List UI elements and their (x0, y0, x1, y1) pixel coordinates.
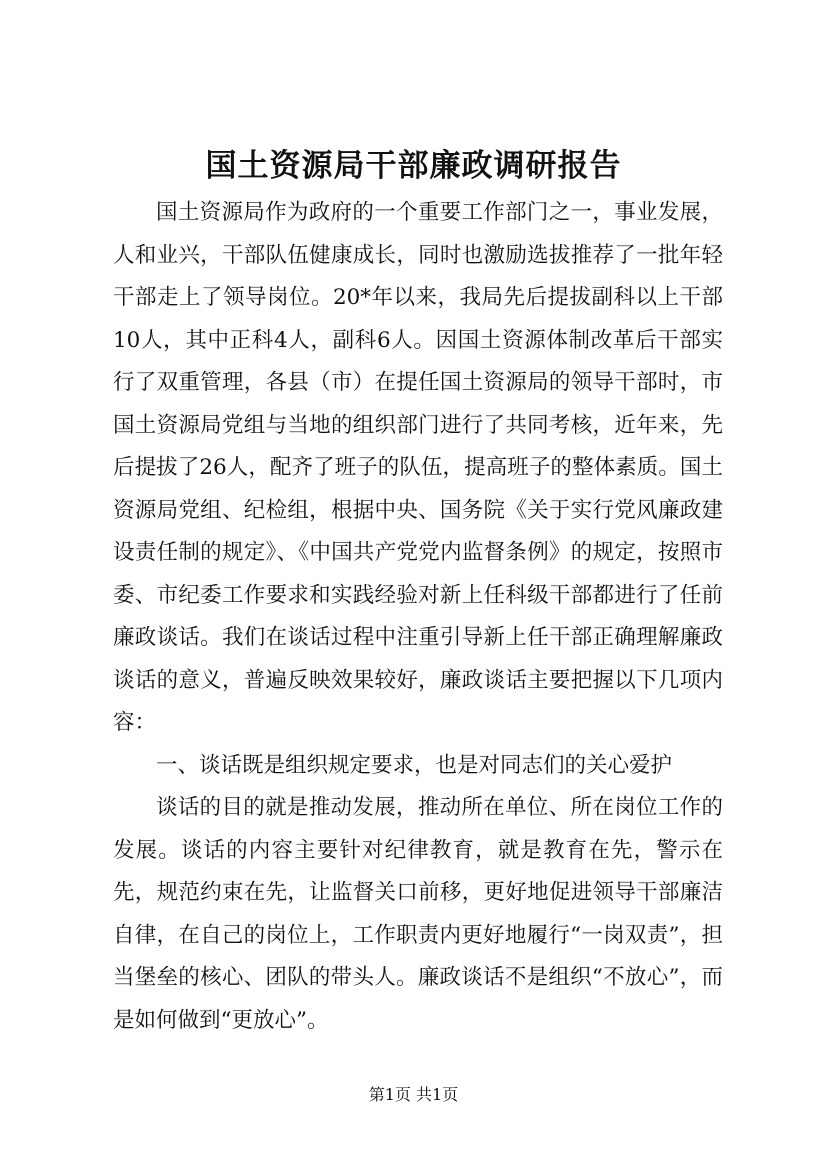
page-footer: 第1页 共1页 (368, 1085, 459, 1104)
document-title: 国土资源局干部廉政调研报告 (205, 148, 622, 184)
paragraph-section-1: 谈话的目的就是推动发展，推动所在单位、所在岗位工作的发展。谈话的内容主要针对纪律教育，就是教育在先，警示在先，规范约束在先，让监督关口前移，更好地促进领导干部廉洁自律，在自己的岗位上，工作职责内更好地履行“一岗双责”，担当堡垒的核心、团队的带头人。廉政谈话不是组织“不放心”，而是如何做到“更放心”。 (113, 795, 723, 1033)
document-body (113, 192, 723, 1042)
section-heading-1: 一、谈话既是组织规定要求，也是对同志们的关心爱护 (156, 752, 673, 778)
paragraph-intro: 国土资源局作为政府的一个重要工作部门之一，事业发展，人和业兴，干部队伍健康成长，同时也激励选拔推荐了一批年轻干部走上了领导岗位。20*年以来，我局先后提拔副科以上干部10人，其中正科4人，副科6人。因国土资源体制改革后干部实行了双重管理，各县（市）在提任国土资源局的领导干部时，市国土资源局党组与当地的组织部门进行了共同考核，近年来，先后提拔了26人，配齐了班子的队伍，提高班子的整体素质。国土资源局党组、纪检组，根据中央、国务院《关于实行党风廉政建设责任制的规定》、《中国共产党党内监督条例》的规定，按照市委、市纪委工作要求和实践经验对新上任科级干部都进行了任前廉政谈话。我们在谈话过程中注重引导新上任干部正确理解廉政谈话的意义，普遍反映效果较好，廉政谈话主要把握以下几项内容： (113, 200, 723, 735)
